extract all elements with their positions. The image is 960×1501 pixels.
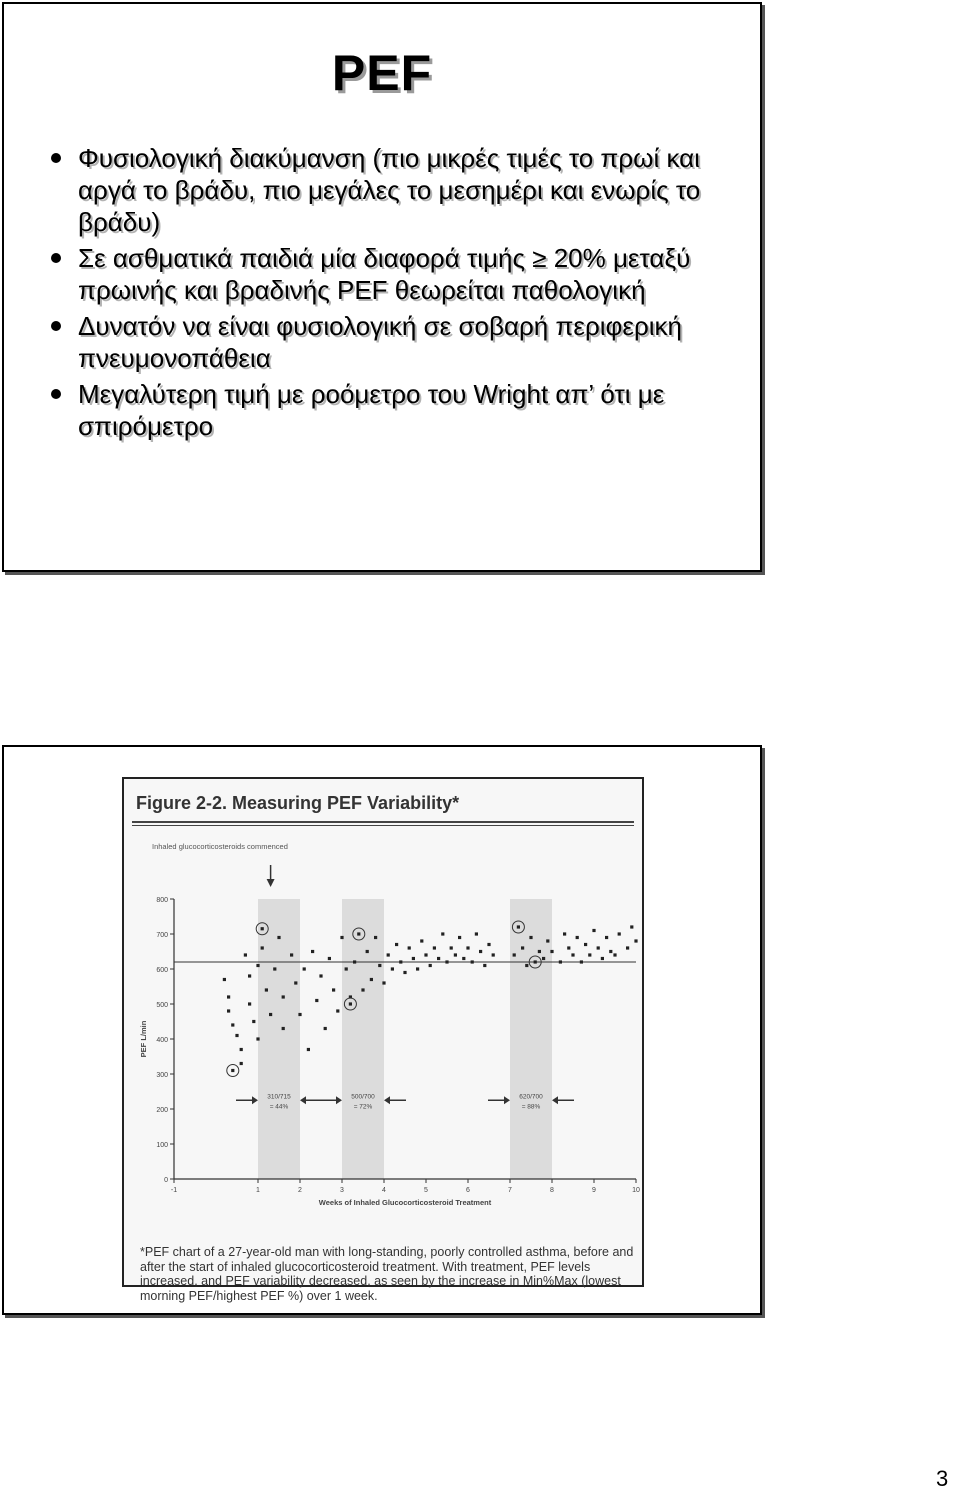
pef-scatter-chart — [124, 779, 646, 1289]
x-tick-label: 10 — [632, 1187, 640, 1194]
y-tick-label: 700 — [156, 932, 168, 939]
treatment-band — [510, 899, 552, 1179]
data-point — [626, 946, 629, 949]
data-point — [550, 950, 553, 953]
x-tick-label: 7 — [508, 1187, 512, 1194]
data-point — [618, 932, 621, 935]
data-point — [277, 936, 280, 939]
data-point — [634, 939, 637, 942]
data-point — [546, 939, 549, 942]
y-tick-label: 600 — [156, 967, 168, 974]
data-point — [437, 957, 440, 960]
data-point — [563, 932, 566, 935]
figure-panel — [122, 777, 644, 1303]
data-point — [324, 1027, 327, 1030]
y-tick-label: 300 — [156, 1072, 168, 1079]
circled-data-point — [357, 932, 360, 935]
data-point — [261, 946, 264, 949]
treatment-band — [342, 899, 384, 1179]
data-point — [366, 950, 369, 953]
data-point — [311, 950, 314, 953]
data-point — [387, 953, 390, 956]
treatment-band — [258, 899, 300, 1179]
data-point — [290, 953, 293, 956]
data-point — [273, 967, 276, 970]
data-point — [567, 946, 570, 949]
band-label-bottom: = 44% — [269, 1103, 289, 1111]
data-point — [382, 981, 385, 984]
data-point — [571, 953, 574, 956]
circled-data-point — [534, 960, 537, 963]
data-point — [580, 960, 583, 963]
data-point — [399, 960, 402, 963]
data-point — [479, 950, 482, 953]
data-point — [298, 1013, 301, 1016]
left-arrow-icon — [384, 1096, 390, 1104]
x-tick-label: -1 — [170, 1187, 178, 1194]
data-point — [353, 960, 356, 963]
data-point — [378, 964, 381, 967]
data-point — [391, 967, 394, 970]
data-point — [282, 995, 285, 998]
annotation-text: Inhaled glucocorticosteroids commenced — [152, 842, 288, 851]
bullet-item: Σε ασθματικά παιδιά μία διαφορά τιμής ≥ 20% μεταξύ πρωινής και βραδινής PEF θεωρείται παθολογική — [48, 242, 738, 306]
down-arrow-icon — [267, 879, 275, 887]
data-point — [248, 974, 251, 977]
data-point — [403, 971, 406, 974]
circled-data-point — [231, 1069, 234, 1072]
data-point — [630, 925, 633, 928]
data-point — [559, 960, 562, 963]
data-point — [319, 974, 322, 977]
data-point — [252, 1020, 255, 1023]
x-tick-label: 3 — [340, 1187, 344, 1194]
data-point — [542, 957, 545, 960]
data-point — [227, 1009, 230, 1012]
data-point — [315, 999, 318, 1002]
data-point — [412, 957, 415, 960]
right-arrow-icon — [504, 1096, 510, 1104]
data-point — [408, 946, 411, 949]
data-point — [458, 936, 461, 939]
data-point — [538, 950, 541, 953]
circled-data-point — [261, 927, 264, 930]
data-point — [605, 936, 608, 939]
x-tick-label: 5 — [424, 1187, 428, 1194]
data-point — [265, 988, 268, 991]
data-point — [576, 936, 579, 939]
data-point — [513, 953, 516, 956]
data-point — [269, 1013, 272, 1016]
data-point — [231, 1023, 234, 1026]
data-point — [282, 1027, 285, 1030]
data-point — [462, 957, 465, 960]
data-point — [529, 936, 532, 939]
data-point — [374, 936, 377, 939]
x-tick-label: 9 — [592, 1187, 596, 1194]
band-label-bottom: = 72% — [353, 1103, 373, 1111]
data-point — [525, 964, 528, 967]
data-point — [592, 929, 595, 932]
data-point — [601, 957, 604, 960]
data-point — [475, 932, 478, 935]
data-point — [445, 960, 448, 963]
x-tick-label: 2 — [298, 1187, 302, 1194]
y-tick-label: 800 — [156, 897, 168, 904]
data-point — [584, 943, 587, 946]
circled-data-point — [517, 925, 520, 928]
data-point — [370, 978, 373, 981]
data-point — [240, 1062, 243, 1065]
page-number: 3 — [936, 1466, 949, 1491]
data-point — [307, 1048, 310, 1051]
data-point — [328, 957, 331, 960]
data-point — [395, 943, 398, 946]
x-tick-label: 1 — [256, 1187, 260, 1194]
bullet-item: Μεγαλύτερη τιμή με ροόμετρο του Wright απ’ ότι με σπιρόμετρο — [48, 378, 738, 442]
figure-caption: *PEF chart of a 27-year-old man with long-standing, poorly controlled asthma, before and after the start of inhaled glucocorticosteroid treatment. With treatment, PEF levels increased, and PEF variability decreased, as seen by the increase in Min%Max (lowest morning PEF/highest PEF %) over 1 week. — [140, 1245, 634, 1303]
band-label-top: 310/715 — [267, 1093, 291, 1101]
data-point — [483, 964, 486, 967]
slide-figure — [2, 745, 762, 1315]
y-tick-label: 0 — [164, 1177, 168, 1184]
band-label-top: 620/700 — [519, 1093, 543, 1101]
data-point — [487, 943, 490, 946]
figure-title: Figure 2-2. Measuring PEF Variability* — [136, 793, 460, 813]
left-arrow-icon — [300, 1096, 306, 1104]
data-point — [227, 995, 230, 998]
y-tick-label: 100 — [156, 1142, 168, 1149]
right-arrow-icon — [252, 1096, 258, 1104]
y-tick-label: 400 — [156, 1037, 168, 1044]
data-point — [424, 953, 427, 956]
data-point — [248, 1002, 251, 1005]
data-point — [450, 946, 453, 949]
x-tick-label: 8 — [550, 1187, 554, 1194]
data-point — [345, 967, 348, 970]
data-point — [336, 1009, 339, 1012]
slide-title: PEF — [331, 45, 433, 101]
data-point — [294, 981, 297, 984]
data-point — [223, 978, 226, 981]
data-point — [420, 939, 423, 942]
x-tick-label: 4 — [382, 1187, 386, 1194]
data-point — [340, 936, 343, 939]
band-label-bottom: = 88% — [521, 1103, 541, 1111]
data-point — [609, 950, 612, 953]
data-point — [492, 953, 495, 956]
data-point — [303, 967, 306, 970]
data-point — [235, 1034, 238, 1037]
data-point — [361, 988, 364, 991]
band-label-top: 500/700 — [351, 1093, 375, 1101]
data-point — [256, 964, 259, 967]
y-tick-label: 500 — [156, 1002, 168, 1009]
y-tick-label: 200 — [156, 1107, 168, 1114]
bullet-item: Δυνατόν να είναι φυσιολογική σε σοβαρή περιφερική πνευμονοπάθεια — [48, 310, 738, 374]
data-point — [613, 953, 616, 956]
right-arrow-icon — [336, 1096, 342, 1104]
circled-data-point — [349, 1002, 352, 1005]
data-point — [433, 946, 436, 949]
x-tick-label: 6 — [466, 1187, 470, 1194]
data-point — [240, 1048, 243, 1051]
data-point — [454, 953, 457, 956]
data-point — [471, 960, 474, 963]
data-point — [441, 932, 444, 935]
y-axis-label: PEF L/min — [139, 1020, 148, 1058]
data-point — [416, 967, 419, 970]
data-point — [332, 988, 335, 991]
data-point — [256, 1037, 259, 1040]
data-point — [588, 953, 591, 956]
data-point — [466, 946, 469, 949]
data-point — [597, 946, 600, 949]
data-point — [521, 946, 524, 949]
data-point — [244, 953, 247, 956]
x-axis-label: Weeks of Inhaled Glucocorticosteroid Treatment — [318, 1198, 492, 1207]
bullet-list — [48, 142, 738, 446]
bullet-item: Φυσιολογική διακύμανση (πιο μικρές τιμές το πρωί και αργά το βράδυ, πιο μεγάλες το μεσημέρι και ενωρίς το βράδυ) — [48, 142, 738, 238]
slide-text — [2, 2, 762, 572]
data-point — [429, 964, 432, 967]
left-arrow-icon — [552, 1096, 558, 1104]
